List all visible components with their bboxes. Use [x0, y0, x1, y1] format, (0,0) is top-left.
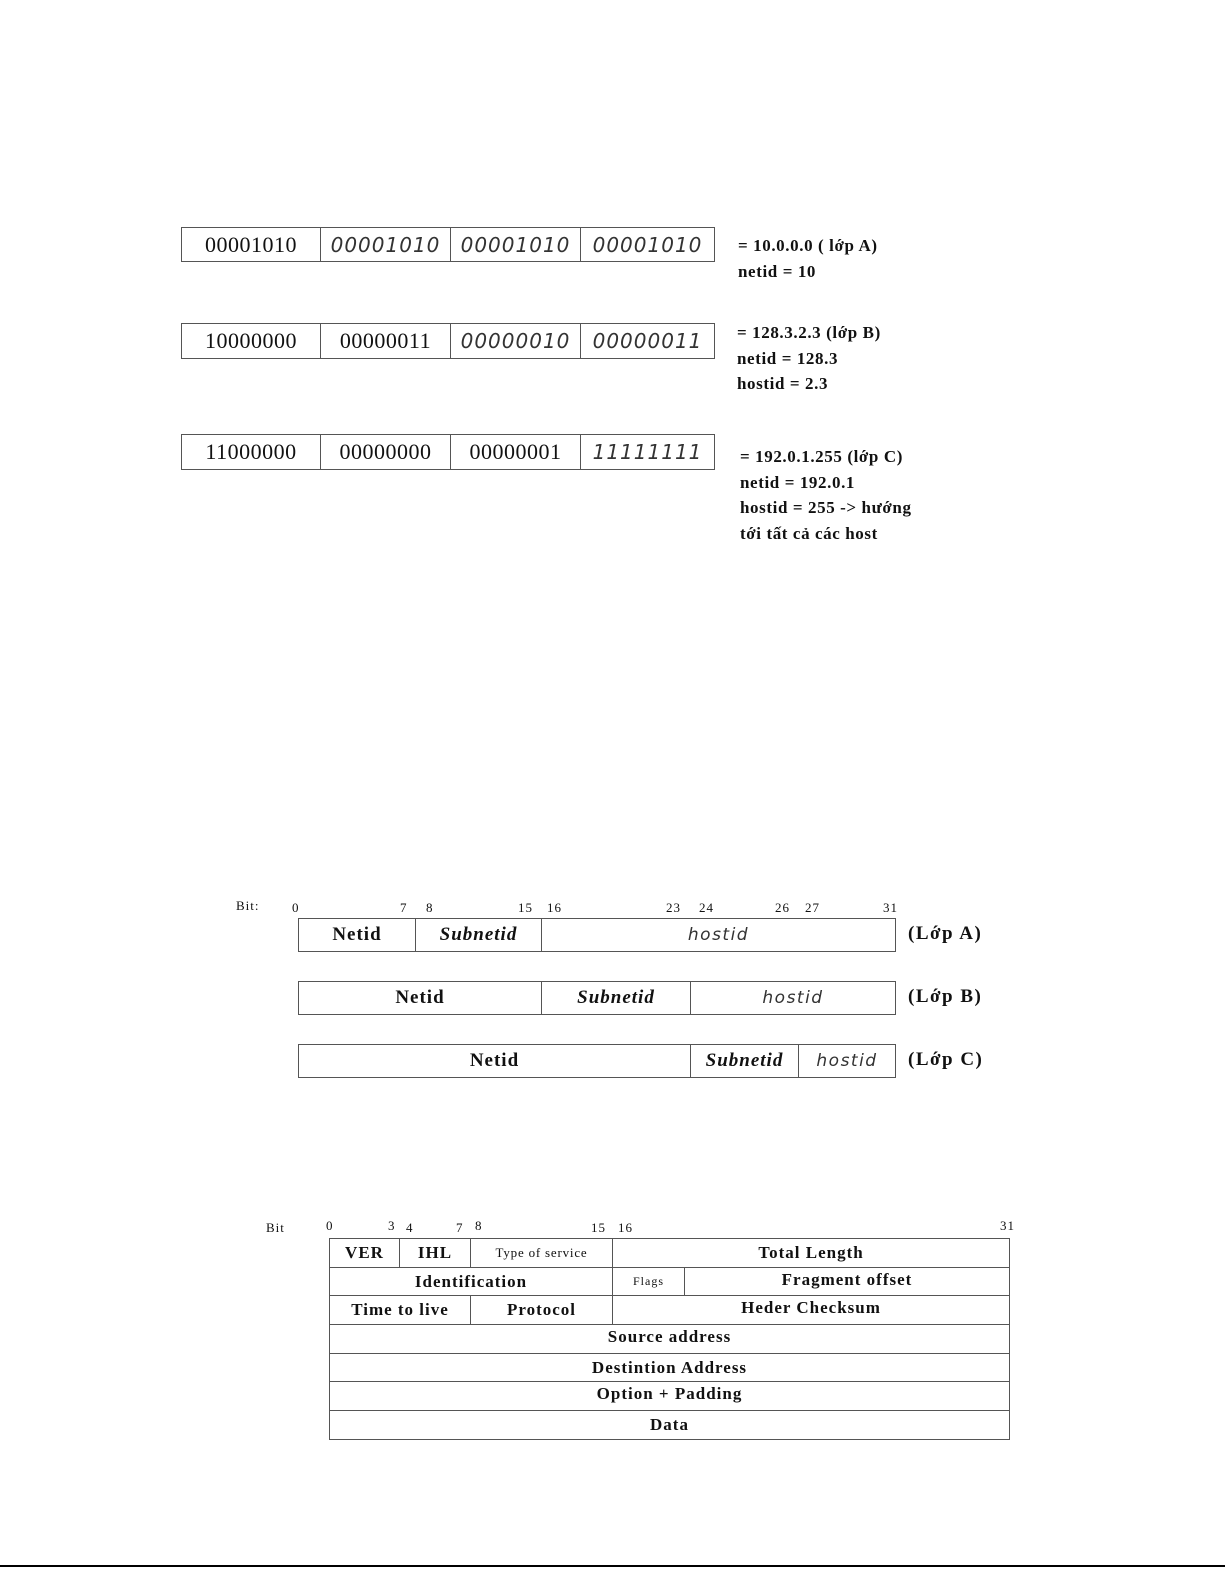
ver-field: VER	[329, 1238, 400, 1268]
subnetid-field: Subnetid	[690, 1044, 799, 1078]
bit-tick: 23	[666, 900, 681, 915]
bit-label: Bit	[266, 1220, 285, 1235]
bit-label: Bit:	[236, 898, 260, 913]
octet-cell: 10000000	[181, 323, 321, 359]
subnetid-field: Subnetid	[541, 981, 691, 1015]
bit-tick: 0	[292, 900, 300, 915]
broadcast-note: tới tất cả các host	[740, 523, 878, 543]
source-address-field: Source address	[329, 1324, 1010, 1354]
netid-note: netid = 128.3	[737, 348, 839, 368]
ihl-field: IHL	[399, 1238, 471, 1268]
bit-tick: 26	[775, 900, 790, 915]
bit-tick: 15	[591, 1220, 606, 1235]
octet-cell: 00001010	[320, 227, 451, 262]
bit-tick: 31	[1000, 1218, 1015, 1233]
class-label: (Lớp C)	[908, 1049, 984, 1070]
header-checksum-field: Heder Checksum	[612, 1295, 1010, 1325]
octet-cell: 00001010	[181, 227, 321, 262]
octet-cell: 11000000	[181, 434, 321, 470]
bit-tick: 7	[456, 1220, 464, 1235]
octet-cell: 11111111	[580, 434, 715, 470]
bit-tick: 27	[805, 900, 820, 915]
octet-cell: 00001010	[450, 227, 581, 262]
bit-tick: 8	[475, 1218, 483, 1233]
bit-tick: 4	[406, 1220, 414, 1235]
destination-address-field: Destintion Address	[329, 1353, 1010, 1382]
octet-cell: 00000001	[450, 434, 581, 470]
octet-cell: 00001010	[580, 227, 715, 262]
hostid-field: hostid	[541, 918, 896, 952]
flags-field: Flags	[612, 1267, 685, 1296]
bit-tick: 0	[326, 1218, 334, 1233]
hostid-note: hostid = 2.3	[737, 374, 829, 394]
total-length-field: Total Length	[612, 1238, 1010, 1268]
class-label: (Lớp B)	[908, 986, 983, 1007]
address-notes	[737, 320, 881, 397]
bit-tick: 24	[699, 900, 714, 915]
bit-tick: 3	[388, 1218, 396, 1233]
identification-field: Identification	[329, 1267, 613, 1296]
octet-cell: 00000010	[450, 323, 581, 359]
bit-tick: 8	[426, 900, 434, 915]
data-field: Data	[329, 1410, 1010, 1440]
fragment-offset-field: Fragment offset	[684, 1267, 1010, 1296]
hostid-field: hostid	[690, 981, 896, 1015]
netid-field: Netid	[298, 1044, 691, 1078]
type-of-service-field: Type of service	[470, 1238, 613, 1268]
bit-tick: 7	[400, 900, 408, 915]
octet-cell: 00000011	[320, 323, 451, 359]
subnetid-field: Subnetid	[415, 918, 542, 952]
netid-note: netid = 192.0.1	[740, 472, 856, 492]
time-to-live-field: Time to live	[329, 1295, 471, 1325]
netid-field: Netid	[298, 918, 416, 952]
page-bottom-rule	[0, 1565, 1225, 1567]
bit-tick: 15	[518, 900, 533, 915]
option-padding-field: Option + Padding	[329, 1381, 1010, 1411]
bit-tick: 31	[883, 900, 898, 915]
address-value: = 128.3.2.3 (lớp B)	[737, 323, 881, 342]
netid-note: netid = 10	[738, 261, 817, 281]
hostid-note: hostid = 255 -> hướng	[740, 498, 912, 518]
class-label: (Lớp A)	[908, 923, 983, 944]
netid-field: Netid	[298, 981, 542, 1015]
address-notes	[738, 233, 878, 284]
octet-cell: 00000011	[580, 323, 715, 359]
address-notes	[740, 444, 912, 546]
bit-tick: 16	[618, 1220, 633, 1235]
octet-cell: 00000000	[320, 434, 451, 470]
hostid-field: hostid	[798, 1044, 896, 1078]
address-value: = 192.0.1.255 (lớp C)	[740, 447, 903, 466]
address-value: = 10.0.0.0 ( lớp A)	[738, 236, 878, 255]
bit-tick: 16	[547, 900, 562, 915]
protocol-field: Protocol	[470, 1295, 613, 1325]
